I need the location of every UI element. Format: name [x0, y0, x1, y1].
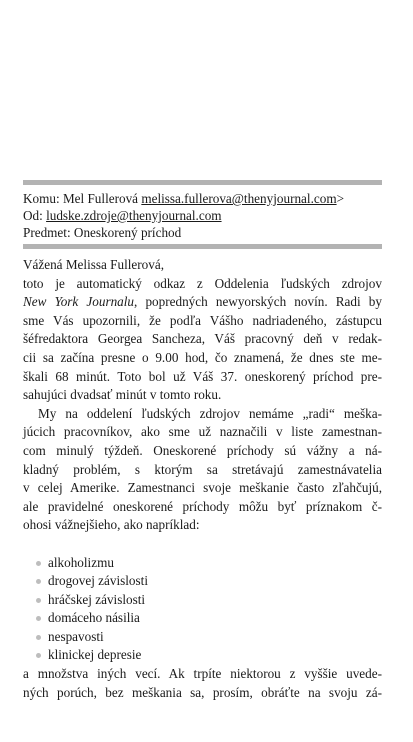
header-bottom-rule [23, 244, 382, 249]
email-header [23, 190, 388, 241]
to-label: Komu: [23, 191, 60, 206]
list-item-text: alkoholizmu [48, 554, 114, 570]
letter-body [23, 256, 382, 702]
list-item [23, 609, 382, 628]
bullet-icon [36, 579, 41, 584]
bullet-icon [36, 616, 41, 621]
paragraph-3-line: ných porúch, bez meškania sa, prosím, obráťte na svoju zá- [23, 684, 382, 700]
salutation: Vážená Melissa Fullerová, [23, 257, 164, 272]
bullet-icon [36, 653, 41, 658]
subject-text: Oneskorený príchod [73, 225, 182, 240]
paragraph-1-line: sahujúci dvadsať minút v tomto roku. [23, 387, 222, 403]
list-item-text: hráčskej závislosti [48, 591, 146, 607]
paragraph-2-line: ale pravidelné oneskorené príchody môžu byť príznakom č- [23, 498, 382, 514]
paragraph-2-line: ohosi vážnejšieho, ako napríklad: [23, 517, 200, 533]
list-item-text: drogovej závislosti [48, 573, 148, 589]
paragraph-1-line: toto je automatický odkaz z Oddelenia ľudských zdrojov [23, 275, 382, 291]
document-page [23, 0, 382, 742]
list-item [23, 572, 382, 591]
list-item-text: klinickej depresie [48, 647, 142, 663]
to-email-link[interactable]: melissa.fullerova@thenyjournal.com [141, 191, 337, 206]
to-suffix: > [336, 191, 345, 206]
paragraph-2-line: júcich pracovníkov, ako sme už naznačili v liste zamestnan- [23, 424, 382, 440]
header-top-rule [23, 180, 382, 185]
subject-label: Predmet: [23, 225, 71, 240]
list-item [23, 554, 382, 573]
paragraph-1-line: šéfredaktora Georgea Sancheza, Váš pracovný deň v redak- [23, 331, 382, 347]
paragraph-3-line: a množstva iných vecí. Ak trpíte niektorou z vyššie uvede- [23, 666, 382, 682]
paragraph-2-line: com minulý týždeň. Oneskorené príchody sú vážny a ná- [23, 442, 382, 458]
paragraph-1-line [23, 293, 382, 312]
bullet-icon [36, 598, 41, 603]
paragraph-2-line: My na oddelení ľudských zdrojov nemáme „radi“ meška- [38, 405, 382, 421]
list-item-text: domáceho násilia [48, 610, 140, 626]
bullet-icon [36, 635, 41, 640]
list-item [23, 591, 382, 610]
from-row [23, 207, 388, 224]
symptom-list [23, 554, 382, 666]
paragraph-1-line: cii sa začína presne o 9.00 hod, čo znamená, že dnes ste me- [23, 349, 382, 365]
paragraph-1-line: sme Vás upozornili, že podľa Vášho nadriadeného, zástupcu [23, 312, 382, 328]
list-item [23, 628, 382, 647]
paragraph-2-line: kladný problém, s ktorým sa stretávajú zamestnávatelia [23, 461, 382, 477]
newspaper-name: New York Journalu [23, 294, 135, 310]
list-item-text: nespavosti [48, 628, 104, 644]
from-label: Od: [23, 208, 43, 223]
from-email-link[interactable]: ludske.zdroje@thenyjournal.com [46, 208, 222, 223]
bullet-icon [36, 561, 41, 566]
paragraph-1-line: škali 68 minút. Toto bol už Váš 37. oneskorený príchod pre- [23, 368, 382, 384]
to-name: Mel Fullerová [62, 191, 139, 206]
paragraph-2-line: v celej Amerike. Zamestnanci svoje meškanie často zľahčujú, [23, 480, 382, 496]
list-spacer [23, 535, 382, 554]
to-row [23, 190, 388, 207]
list-item [23, 646, 382, 665]
subject-row [23, 224, 388, 241]
paragraph-1-line-text: , popredných newyorských novín. Radi by [134, 294, 382, 310]
